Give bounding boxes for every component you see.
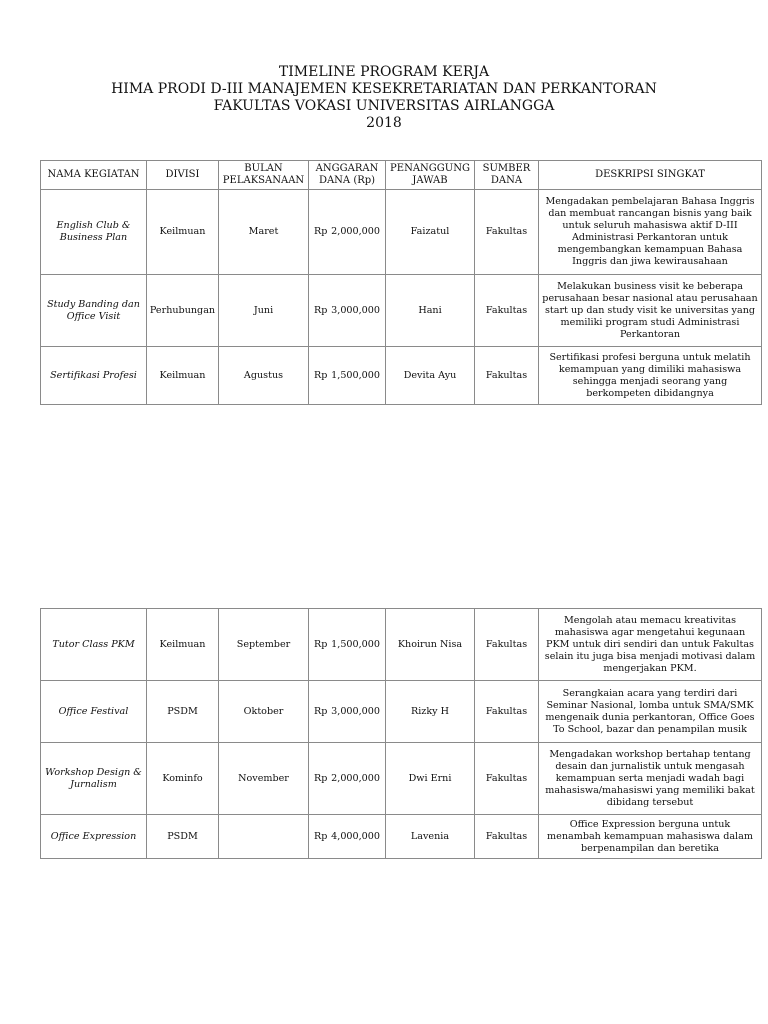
cell-penanggung: Rizky H <box>386 681 475 743</box>
currency-label: Rp <box>314 705 328 717</box>
cell-nama: Study Banding dan Office Visit <box>41 275 147 347</box>
cell-penanggung: Lavenia <box>386 815 475 859</box>
cell-penanggung: Khoirun Nisa <box>386 609 475 681</box>
cell-sumber: Fakultas <box>475 681 539 743</box>
header-deskripsi: DESKRIPSI SINGKAT <box>539 161 762 190</box>
cell-penanggung: Devita Ayu <box>386 347 475 405</box>
table-row <box>41 681 762 743</box>
table-row <box>41 190 762 275</box>
cell-anggaran <box>309 347 386 405</box>
cell-deskripsi: Melakukan business visit ke beberapa perusahaan besar nasional atau perusahaan start up dan study visit ke universitas yang memiliki program studi Administrasi Perkantoran <box>539 275 762 347</box>
cell-bulan: September <box>219 609 309 681</box>
currency-label: Rp <box>314 304 328 316</box>
cell-sumber: Fakultas <box>475 190 539 275</box>
header-sumber: SUMBER DANA <box>475 161 539 190</box>
table-row <box>41 609 762 681</box>
cell-nama: Workshop Design & Jurnalism <box>41 743 147 815</box>
cell-deskripsi: Office Expression berguna untuk menambah kemampuan mahasiswa dalam berpenampilan dan beretika <box>539 815 762 859</box>
amount-value: 3,000,000 <box>331 705 380 717</box>
currency-label: Rp <box>314 369 328 381</box>
cell-deskripsi: Mengadakan pembelajaran Bahasa Inggris dan membuat rancangan bisnis yang baik untuk seluruh mahasiswa aktif D-III Administrasi Perkantoran untuk mengembangkan kemampuan Bahasa Inggris dan jiwa kewirausahaan <box>539 190 762 275</box>
cell-divisi: Keilmuan <box>147 609 219 681</box>
cell-sumber: Fakultas <box>475 609 539 681</box>
program-table-top <box>40 160 762 405</box>
cell-nama: Sertifikasi Profesi <box>41 347 147 405</box>
cell-nama: Tutor Class PKM <box>41 609 147 681</box>
cell-sumber: Fakultas <box>475 743 539 815</box>
cell-nama: English Club & Business Plan <box>41 190 147 275</box>
header-anggaran: ANGGARAN DANA (Rp) <box>309 161 386 190</box>
header-bulan: BULAN PELAKSANAAN <box>219 161 309 190</box>
table-header-row <box>41 161 762 190</box>
title-line-2: HIMA PRODI D-III MANAJEMEN KESEKRETARIATAN DAN PERKANTORAN <box>111 81 657 97</box>
cell-divisi: PSDM <box>147 681 219 743</box>
cell-sumber: Fakultas <box>475 347 539 405</box>
cell-penanggung: Dwi Erni <box>386 743 475 815</box>
cell-divisi: Keilmuan <box>147 347 219 405</box>
cell-divisi: Perhubungan <box>147 275 219 347</box>
cell-sumber: Fakultas <box>475 815 539 859</box>
amount-value: 3,000,000 <box>331 304 380 316</box>
table-row <box>41 743 762 815</box>
program-table-bottom <box>40 608 762 859</box>
cell-divisi: Kominfo <box>147 743 219 815</box>
table-row <box>41 815 762 859</box>
cell-anggaran <box>309 681 386 743</box>
cell-deskripsi: Sertifikasi profesi berguna untuk melatih kemampuan yang dimiliki mahasiswa sehingga menjadi seorang yang berkompeten dibidangnya <box>539 347 762 405</box>
cell-bulan: Oktober <box>219 681 309 743</box>
document-title <box>0 64 768 132</box>
cell-deskripsi: Mengadakan workshop bertahap tentang desain dan jurnalistik untuk mengasah kemampuan serta menjadi wadah bagi mahasiswa/mahasiswi yang memiliki bakat dibidang tersebut <box>539 743 762 815</box>
cell-sumber: Fakultas <box>475 275 539 347</box>
amount-value: 4,000,000 <box>331 830 380 842</box>
table-row <box>41 347 762 405</box>
amount-value: 1,500,000 <box>331 369 380 381</box>
header-divisi: DIVISI <box>147 161 219 190</box>
amount-value: 2,000,000 <box>331 772 380 784</box>
cell-divisi: Keilmuan <box>147 190 219 275</box>
header-nama: NAMA KEGIATAN <box>41 161 147 190</box>
cell-bulan: Maret <box>219 190 309 275</box>
cell-penanggung: Hani <box>386 275 475 347</box>
cell-deskripsi: Serangkaian acara yang terdiri dari Seminar Nasional, lomba untuk SMA/SMK mengenaik dunia perkantoran, Office Goes To School, bazar dan penampilan musik <box>539 681 762 743</box>
cell-anggaran <box>309 815 386 859</box>
title-line-1: TIMELINE PROGRAM KERJA <box>278 64 490 80</box>
cell-bulan: Agustus <box>219 347 309 405</box>
cell-bulan <box>219 815 309 859</box>
cell-nama: Office Festival <box>41 681 147 743</box>
cell-deskripsi: Mengolah atau memacu kreativitas mahasiswa agar mengetahui kegunaan PKM untuk diri sendiri dan untuk Fakultas selain itu juga bisa menjadi motivasi dalam mengerjakan PKM. <box>539 609 762 681</box>
cell-anggaran <box>309 275 386 347</box>
cell-anggaran <box>309 743 386 815</box>
cell-divisi: PSDM <box>147 815 219 859</box>
amount-value: 1,500,000 <box>331 638 380 650</box>
cell-penanggung: Faizatul <box>386 190 475 275</box>
currency-label: Rp <box>314 226 328 237</box>
cell-nama: Office Expression <box>41 815 147 859</box>
cell-bulan: Juni <box>219 275 309 347</box>
title-line-4: 2018 <box>366 115 402 131</box>
amount-value: 2,000,000 <box>331 226 380 237</box>
cell-bulan: November <box>219 743 309 815</box>
title-line-3: FAKULTAS VOKASI UNIVERSITAS AIRLANGGA <box>213 98 555 114</box>
table-row <box>41 275 762 347</box>
currency-label: Rp <box>314 638 328 650</box>
currency-label: Rp <box>314 772 328 784</box>
currency-label: Rp <box>314 830 328 842</box>
cell-anggaran <box>309 609 386 681</box>
cell-anggaran <box>309 190 386 275</box>
header-penanggung: PENANGGUNG JAWAB <box>386 161 475 190</box>
